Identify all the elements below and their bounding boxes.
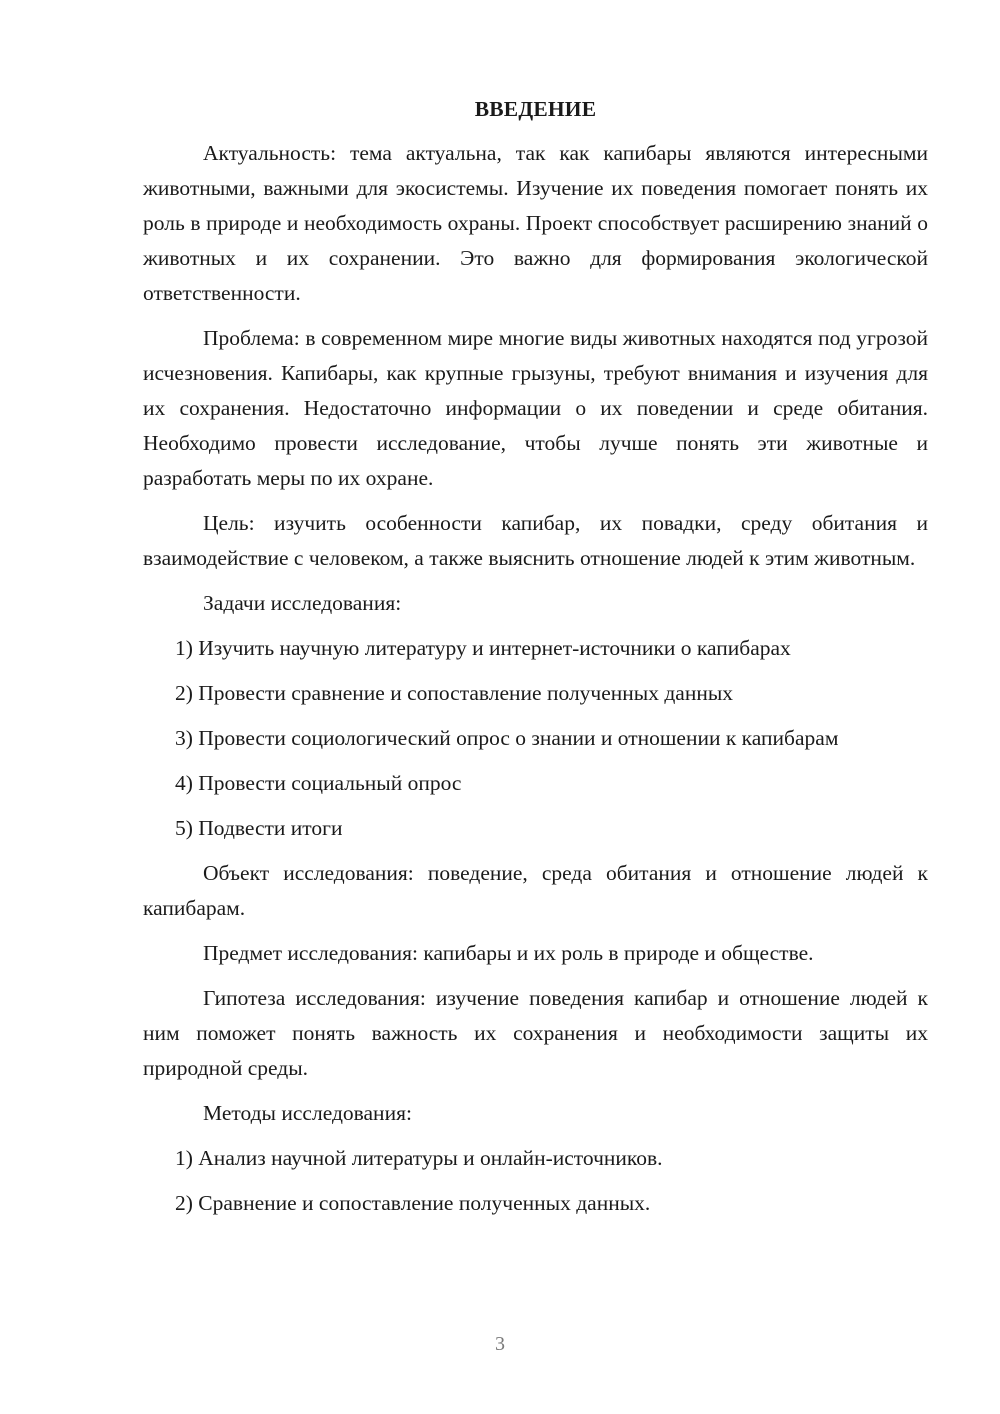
page-content bbox=[143, 92, 928, 1231]
task-item: 1) Изучить научную литературу и интернет-источники о капибарах bbox=[175, 636, 791, 660]
relevance-paragraph: Актуальность: тема актуальна, так как капибары являются интересными животными, важными для экосистемы. Изучение их поведения помогает понять их роль в природе и необходимость охраны. Проект способствует расширению знаний о животных и их сохранении. Это важно для формирования экологической ответственности. bbox=[143, 141, 928, 305]
object-paragraph: Объект исследования: поведение, среда обитания и отношение людей к капибарам. bbox=[143, 861, 928, 920]
hypothesis-paragraph: Гипотеза исследования: изучение поведения капибар и отношение людей к ним поможет понять важность их сохранения и необходимости защиты их природной среды. bbox=[143, 986, 928, 1080]
task-item: 5) Подвести итоги bbox=[175, 816, 343, 840]
subject-paragraph: Предмет исследования: капибары и их роль в природе и обществе. bbox=[203, 941, 814, 965]
method-item: 1) Анализ научной литературы и онлайн-источников. bbox=[175, 1146, 663, 1170]
methods-heading: Методы исследования: bbox=[203, 1101, 412, 1125]
goal-paragraph: Цель: изучить особенности капибар, их повадки, среду обитания и взаимодействие с человеком, а также выяснить отношение людей к этим животным. bbox=[143, 511, 928, 570]
problem-paragraph: Проблема: в современном мире многие виды животных находятся под угрозой исчезновения. Капибары, как крупные грызуны, требуют внимания и изучения для их сохранения. Недостаточно информации о их поведении и среде обитания. Необходимо провести исследование, чтобы лучше понять эти животные и разработать меры по их охране. bbox=[143, 326, 928, 490]
method-item: 2) Сравнение и сопоставление полученных данных. bbox=[175, 1191, 651, 1215]
task-item: 4) Провести социальный опрос bbox=[175, 771, 462, 795]
section-title: ВВЕДЕНИЕ bbox=[474, 97, 597, 121]
task-item: 2) Провести сравнение и сопоставление полученных данных bbox=[175, 681, 734, 705]
tasks-heading: Задачи исследования: bbox=[203, 591, 402, 615]
page-number: 3 bbox=[495, 1333, 505, 1355]
task-item: 3) Провести социологический опрос о знании и отношении к капибарам bbox=[175, 726, 839, 750]
